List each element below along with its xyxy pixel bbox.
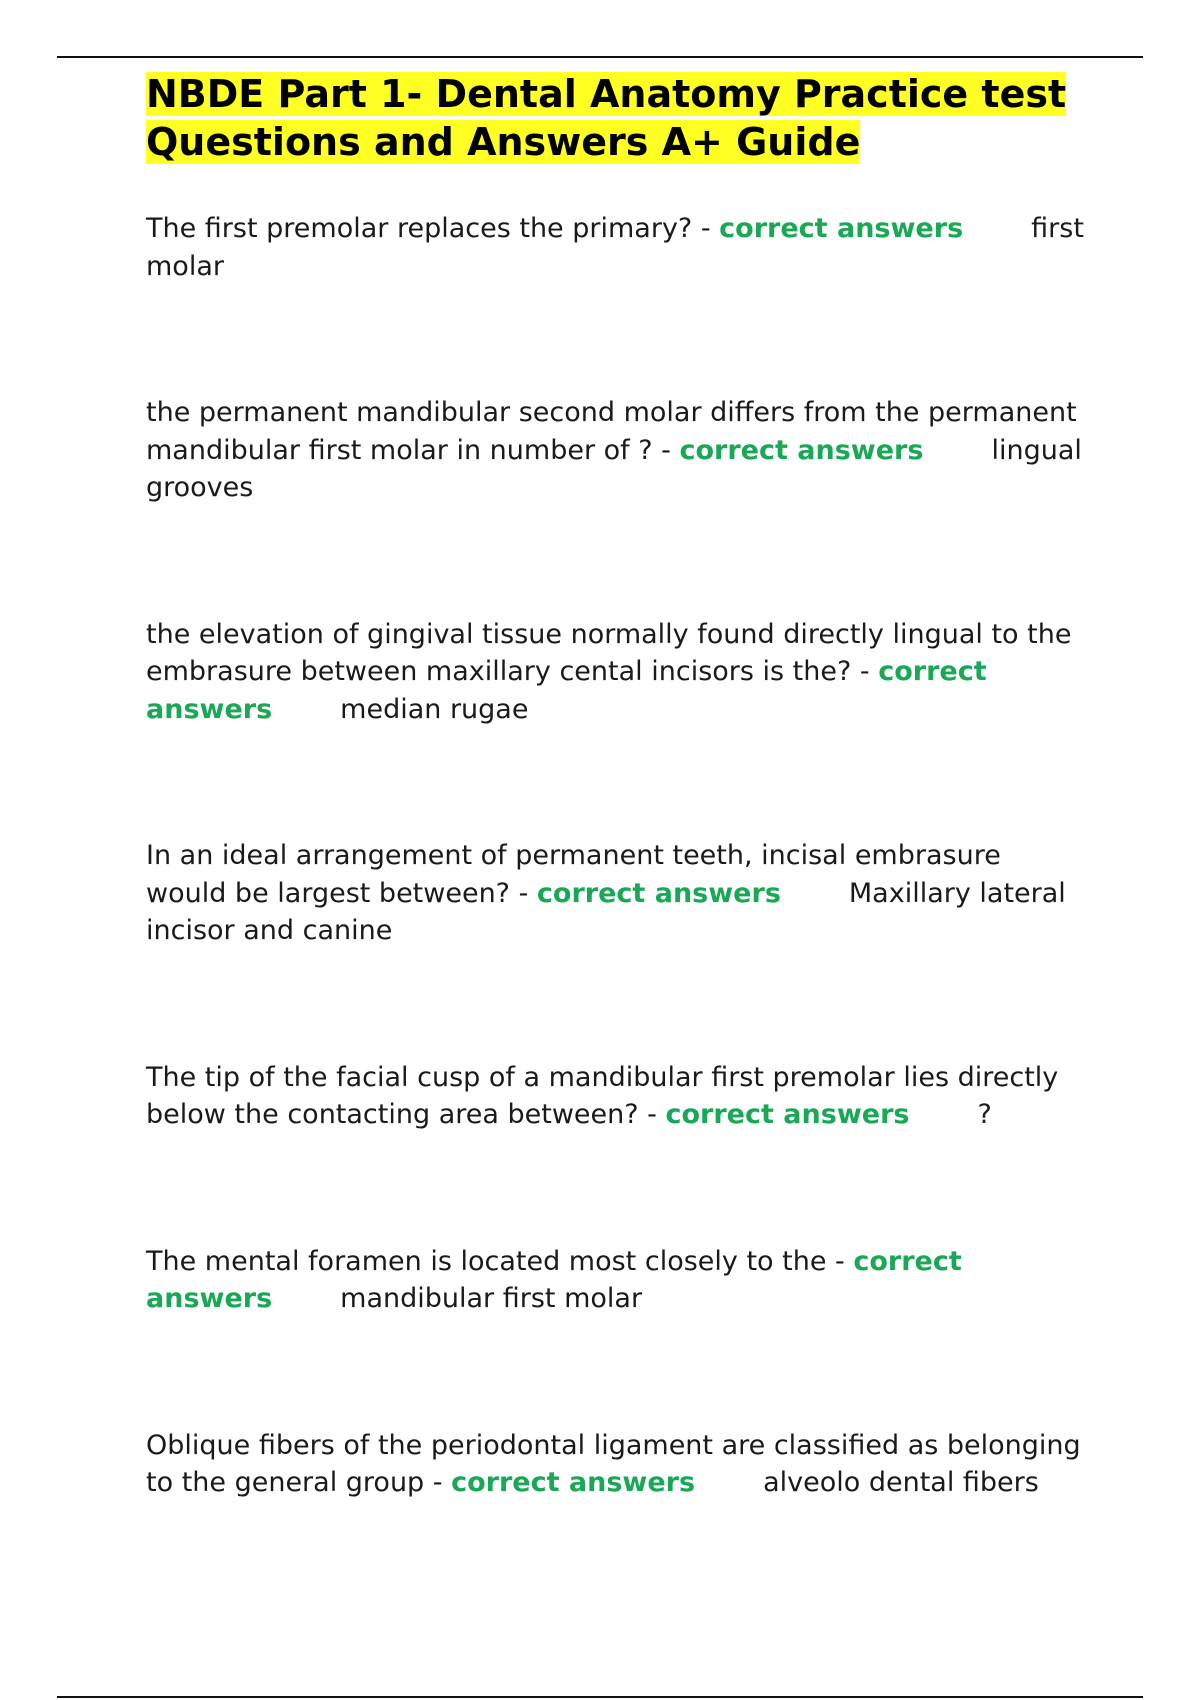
answer-label: correct answers: [665, 1099, 910, 1130]
qa-list: [146, 210, 1086, 1502]
document-title: [146, 70, 1086, 166]
question-text: The first premolar replaces the primary? -: [146, 213, 720, 244]
qa-item: [146, 1427, 1086, 1502]
answer-text: Maxillary lateral incisor and canine: [146, 877, 1066, 946]
question-text: the elevation of gingival tissue normally found directly lingual to the embrasure between maxillary cental incisors is the? -: [146, 618, 1072, 687]
answer-label: correct answers: [719, 213, 964, 244]
answer-text: alveolo dental fibers: [763, 1467, 1039, 1498]
question-text: In an ideal arrangement of permanent teeth, incisal embrasure would be largest between? -: [146, 840, 1001, 909]
qa-item: [146, 394, 1086, 507]
bottom-rule: [57, 1696, 1143, 1698]
answer-label: correct answers: [536, 877, 781, 909]
answer-text: median rugae: [340, 693, 529, 725]
top-rule: [57, 56, 1143, 58]
answer-label: correct answers: [679, 434, 924, 466]
answer-text: first molar: [146, 213, 1084, 282]
qa-item: [146, 616, 1086, 729]
answer-label: correct answers: [146, 1245, 962, 1314]
qa-item: [146, 1243, 1086, 1318]
answer-label: correct answers: [451, 1467, 696, 1498]
document-body: [146, 70, 1086, 1611]
question-text: The mental foramen is located most closely to the -: [146, 1245, 854, 1277]
qa-item: [146, 837, 1086, 950]
answer-text: mandibular first molar: [340, 1283, 643, 1314]
qa-item: [146, 1059, 1086, 1134]
question-text: the permanent mandibular second molar differs from the permanent mandibular first molar in number of ? -: [146, 397, 1077, 466]
answer-text: lingual grooves: [146, 434, 1082, 503]
answer-label: correct answers: [146, 656, 987, 725]
qa-item: [146, 210, 1086, 285]
question-text: The tip of the facial cusp of a mandibular first premolar lies directly below the contacting area between? -: [146, 1061, 1059, 1130]
question-text: Oblique fibers of the periodontal ligament are classified as belonging to the general group -: [146, 1429, 1081, 1498]
answer-text: ?: [977, 1099, 992, 1130]
title-highlight: NBDE Part 1- Dental Anatomy Practice test Questions and Answers A+ Guide: [146, 72, 1067, 164]
